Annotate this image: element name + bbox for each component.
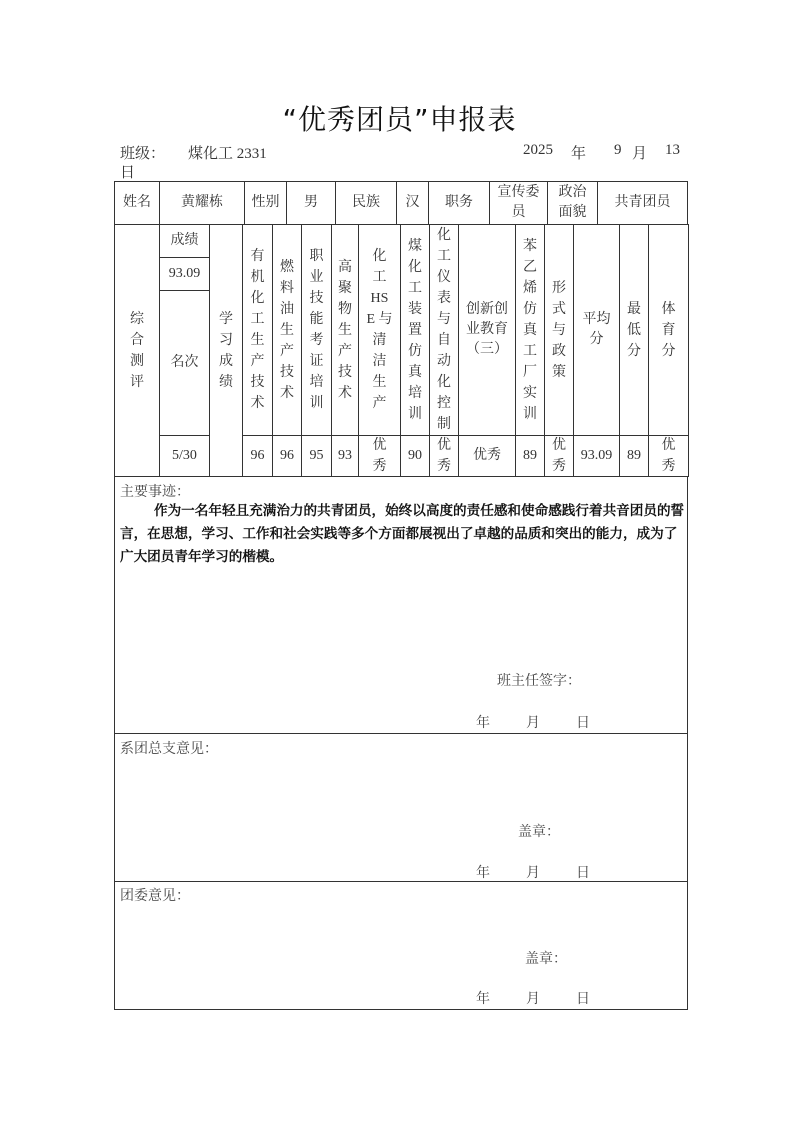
char: 生 [372,375,387,390]
char: 技 [338,364,352,380]
char: 化 [437,228,451,243]
char: 技 [309,291,324,306]
course-grade-cell: 优秀 [458,435,516,477]
achievements-text [120,500,686,569]
score-value: 93.09 [159,257,210,291]
char: 有 [250,249,265,264]
char: 自 [437,333,451,348]
class-label: 班级： [120,146,166,162]
char: 与 [437,312,451,327]
char: 成 [219,353,233,369]
char: 学 [219,311,233,327]
char: 烯 [523,280,537,296]
course-name-cell [544,224,574,436]
char: 化 [372,249,387,264]
char: 工 [437,249,451,264]
teacher-signature-label: 班主任签字： [497,674,581,689]
char: 化 [408,259,422,275]
course-name-cell [619,224,649,436]
political-value: 共青团员 [597,181,688,225]
course-grade-cell [358,435,401,477]
char: 燃 [280,259,294,275]
course-grade-cell: 93 [331,435,359,477]
month-value: 9 [614,142,622,158]
char: 测 [130,353,144,369]
course-name-cell [301,224,332,436]
char: 清 [372,333,387,348]
char: 职 [309,249,324,264]
char: 绩 [219,374,233,390]
char: 真 [408,364,422,380]
char: 乙 [523,259,537,275]
char: 优 [372,438,387,453]
char: 优 [437,438,451,453]
char: 与 [552,322,566,338]
char: 培 [408,385,422,401]
char: 形 [552,280,566,296]
char: 体 [661,301,676,317]
branch-stamp-label: 盖章： [518,825,560,840]
char: 训 [408,406,422,422]
course-grade-cell: 90 [400,435,430,477]
year-value: 2025 [523,142,553,158]
char: 优 [661,438,676,453]
char: 评 [130,374,144,390]
course-name-cell [242,224,273,436]
char: 术 [280,385,294,401]
committee-opinion-label: 团委意见： [120,889,190,904]
char: 油 [280,301,294,317]
position-value: 宣传委员 [489,181,548,225]
ethnicity-value: 汉 [396,181,429,225]
course-name-cell: 平均分 [573,224,620,436]
char: 仿 [523,301,537,317]
char: 能 [309,312,324,327]
achievements-date-month: 月 [526,716,540,731]
char: 分 [627,343,641,359]
char: 技 [280,364,294,380]
char: 习 [219,332,233,348]
char: 高 [338,259,352,275]
char: 装 [408,301,422,317]
achievements-date-year: 年 [476,716,490,731]
branch-opinion-label: 系团总支意见： [120,742,218,757]
char: 产 [338,343,352,359]
course-name-cell [331,224,359,436]
char: 产 [250,354,265,369]
day-value: 13 [665,142,680,158]
char: 仿 [408,343,422,359]
gender-label: 性别 [244,181,287,225]
char: 真 [523,322,537,338]
gender-value: 男 [286,181,336,225]
committee-date-day: 日 [576,992,590,1007]
course-name-cell [272,224,302,436]
committee-stamp-label: 盖章： [525,952,567,967]
month-unit: 月 [632,146,648,162]
char: 合 [130,332,144,348]
course-grade-cell: 96 [242,435,273,477]
char: 化 [437,375,451,390]
name-label: 姓名 [114,181,160,225]
char: 秀 [661,459,676,474]
course-name-cell: 创新创业教育（三） [458,224,516,436]
achievements-date-day: 日 [576,716,590,731]
course-grade-cell [429,435,459,477]
char: 训 [309,396,324,411]
char: 分 [661,343,676,359]
char: 工 [408,280,422,296]
course-grade-cell: 89 [619,435,649,477]
char: 优 [552,438,566,453]
year-unit: 年 [571,146,587,162]
course-grade-cell [544,435,574,477]
char: 生 [250,333,265,348]
char: 术 [250,396,265,411]
course-grade-cell [648,435,689,477]
char: 工 [372,270,387,285]
char: 实 [523,385,537,401]
char: 秀 [552,459,566,474]
char: 业 [309,270,324,285]
char: 训 [523,406,537,422]
char: 洁 [372,354,387,369]
academic-label [209,224,243,477]
course-grade-cell: 96 [272,435,302,477]
char: 机 [250,270,265,285]
ethnicity-label: 民族 [335,181,397,225]
char: E 与 [366,312,393,327]
branch-date-day: 日 [576,866,590,881]
name-value: 黄耀栋 [159,181,245,225]
char: 式 [552,301,566,317]
char: 最 [627,301,641,317]
char: 物 [338,301,352,317]
char: 秀 [437,459,451,474]
page-title: “优秀团员”申报表 [282,103,517,136]
char: 术 [338,385,352,401]
committee-date-year: 年 [476,992,490,1007]
char: 仪 [437,270,451,285]
char: 策 [552,364,566,380]
score-label: 成绩 [159,224,210,258]
char: 育 [661,322,676,338]
char: 工 [523,343,537,359]
char: 控 [437,396,451,411]
political-label: 政治面貌 [547,181,598,225]
char: 培 [309,375,324,390]
day-unit: 日 [120,165,136,181]
course-name-cell [429,224,459,436]
char: HS [370,291,389,306]
course-name-cell [648,224,689,436]
char: 料 [280,280,294,296]
course-name-cell [515,224,545,436]
char: 产 [280,343,294,359]
char: 产 [372,396,387,411]
course-name-cell [358,224,401,436]
char: 置 [408,322,422,338]
char: 低 [627,322,641,338]
position-label: 职务 [428,181,490,225]
char: 煤 [408,238,422,254]
char: 生 [280,322,294,338]
evaluation-section-label [114,224,160,477]
committee-opinion-block [114,881,688,1010]
course-grade-cell: 93.09 [573,435,620,477]
branch-date-month: 月 [526,866,540,881]
char: 动 [437,354,451,369]
char: 表 [437,291,451,306]
class-value: 煤化工 2331 [188,146,267,162]
course-grade-cell: 89 [515,435,545,477]
course-name-cell [400,224,430,436]
char: 技 [250,375,265,390]
achievements-label: 主要事迹： [120,485,190,500]
char: 化 [250,291,265,306]
char: 证 [309,354,324,369]
char: 聚 [338,280,352,296]
char: 政 [552,343,566,359]
char: 综 [130,311,144,327]
rank-value: 5/30 [159,435,210,477]
branch-date-year: 年 [476,866,490,881]
committee-date-month: 月 [526,992,540,1007]
achievements-text-content: 作为一名年轻且充满治力的共青团员，始终以高度的责任感和使命感践行着共音团员的誓言，在思想，学习、工作和社会实践等多个方面都展视出了卓越的品质和突出的能力，成为了广大团员青年学习的楷模。 [120,503,685,565]
char: 工 [250,312,265,327]
char: 生 [338,322,352,338]
char: 秀 [372,459,387,474]
char: 厂 [523,364,537,380]
course-grade-cell: 95 [301,435,332,477]
char: 苯 [523,238,537,254]
char: 制 [437,417,451,432]
rank-label: 名次 [159,290,210,436]
char: 考 [309,333,324,348]
